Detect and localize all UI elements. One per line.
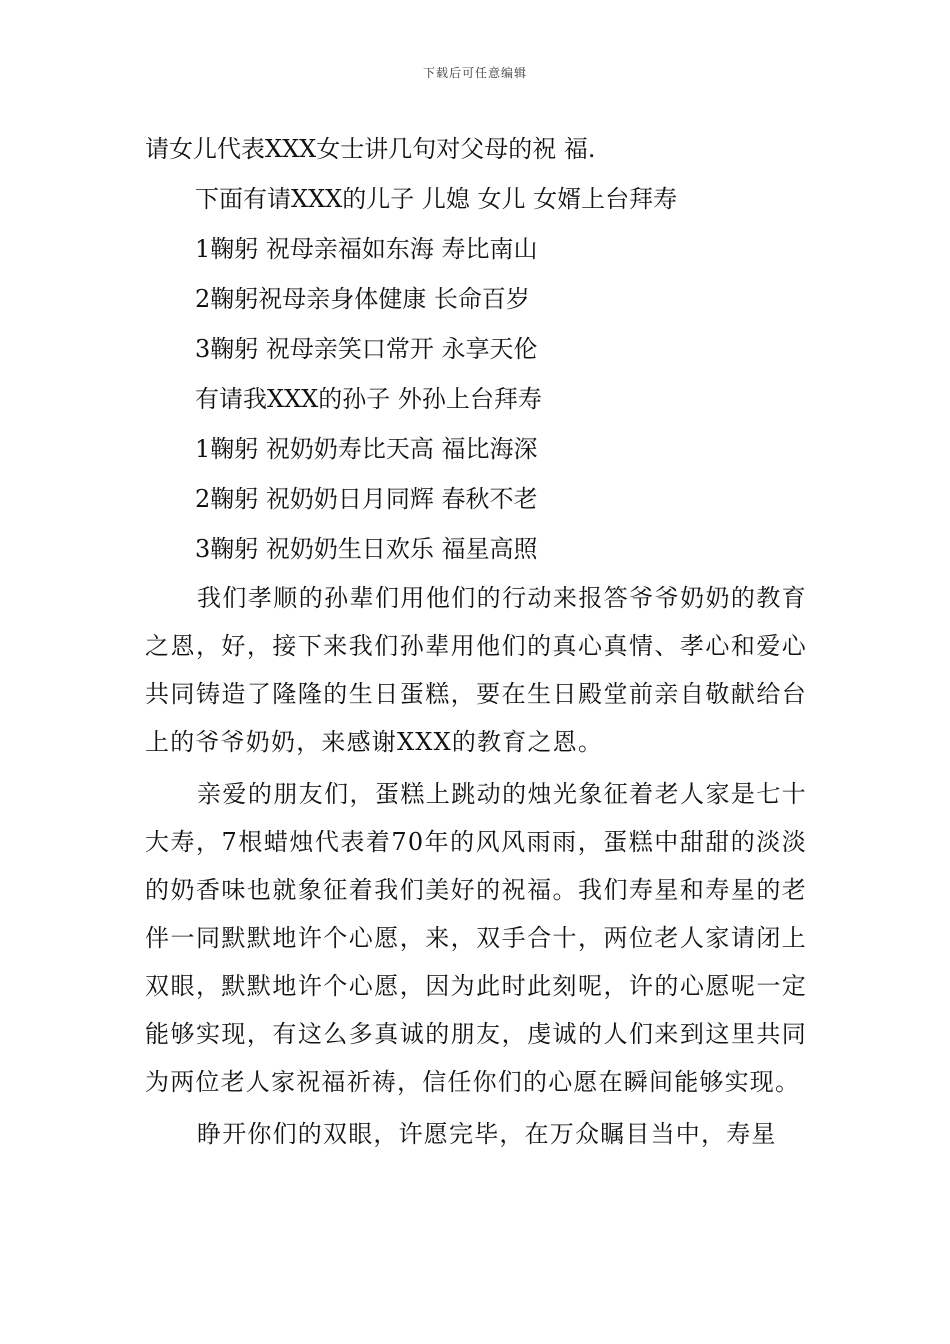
line-bow-2-grandma: 2鞠躬 祝奶奶日月同辉 春秋不老 xyxy=(195,485,538,513)
page-header: 下载后可任意编辑 xyxy=(422,66,527,80)
line-bow-1-mother: 1鞠躬 祝母亲福如东海 寿比南山 xyxy=(195,235,538,263)
paragraph-cake-gift: 我们孝顺的孙辈们用他们的行动来报答爷爷奶奶的教育之恩，好，接下来我们孙辈用他们的真心真情、孝心和爱心共同铸造了隆隆的生日蛋糕，要在生日殿堂前亲自敬献给台上的爷爷奶奶，来感谢XXX的教育之恩。 xyxy=(145,584,807,756)
line-daughter-blessing: 请女儿代表XXX女士讲几句对父母的祝 福. xyxy=(145,135,596,163)
line-bow-3-mother: 3鞠躬 祝母亲笑口常开 永享天伦 xyxy=(195,335,538,363)
line-bow-1-grandma: 1鞠躬 祝奶奶寿比天高 福比海深 xyxy=(195,435,538,463)
document-body xyxy=(145,124,807,1162)
paragraph-candle-wish: 亲爱的朋友们，蛋糕上跳动的烛光象征着老人家是七十大寿，7根蜡烛代表着70年的风风雨雨，蛋糕中甜甜的淡淡的奶香味也就象征着我们美好的祝福。我们寿星和寿星的老伴一同默默地许个心愿，来，双手合十，两位老人家请闭上双眼，默默地许个心愿，因为此时此刻呢，许的心愿呢一定能够实现，有这么多真诚的朋友，虔诚的人们来到这里共同为两位老人家祝福祈祷，信任你们的心愿在瞬间能够实现。 xyxy=(145,780,807,1096)
line-grandchildren-bow: 有请我XXX的孙子 外孙上台拜寿 xyxy=(195,385,542,413)
paragraph-open-eyes: 睁开你们的双眼，许愿完毕，在万众瞩目当中，寿星 xyxy=(197,1120,777,1148)
line-bow-2-mother: 2鞠躬祝母亲身体健康 长命百岁 xyxy=(195,285,530,313)
line-bow-3-grandma: 3鞠躬 祝奶奶生日欢乐 福星高照 xyxy=(195,535,538,563)
line-children-bow: 下面有请XXX的儿子 儿媳 女儿 女婿上台拜寿 xyxy=(195,185,678,213)
